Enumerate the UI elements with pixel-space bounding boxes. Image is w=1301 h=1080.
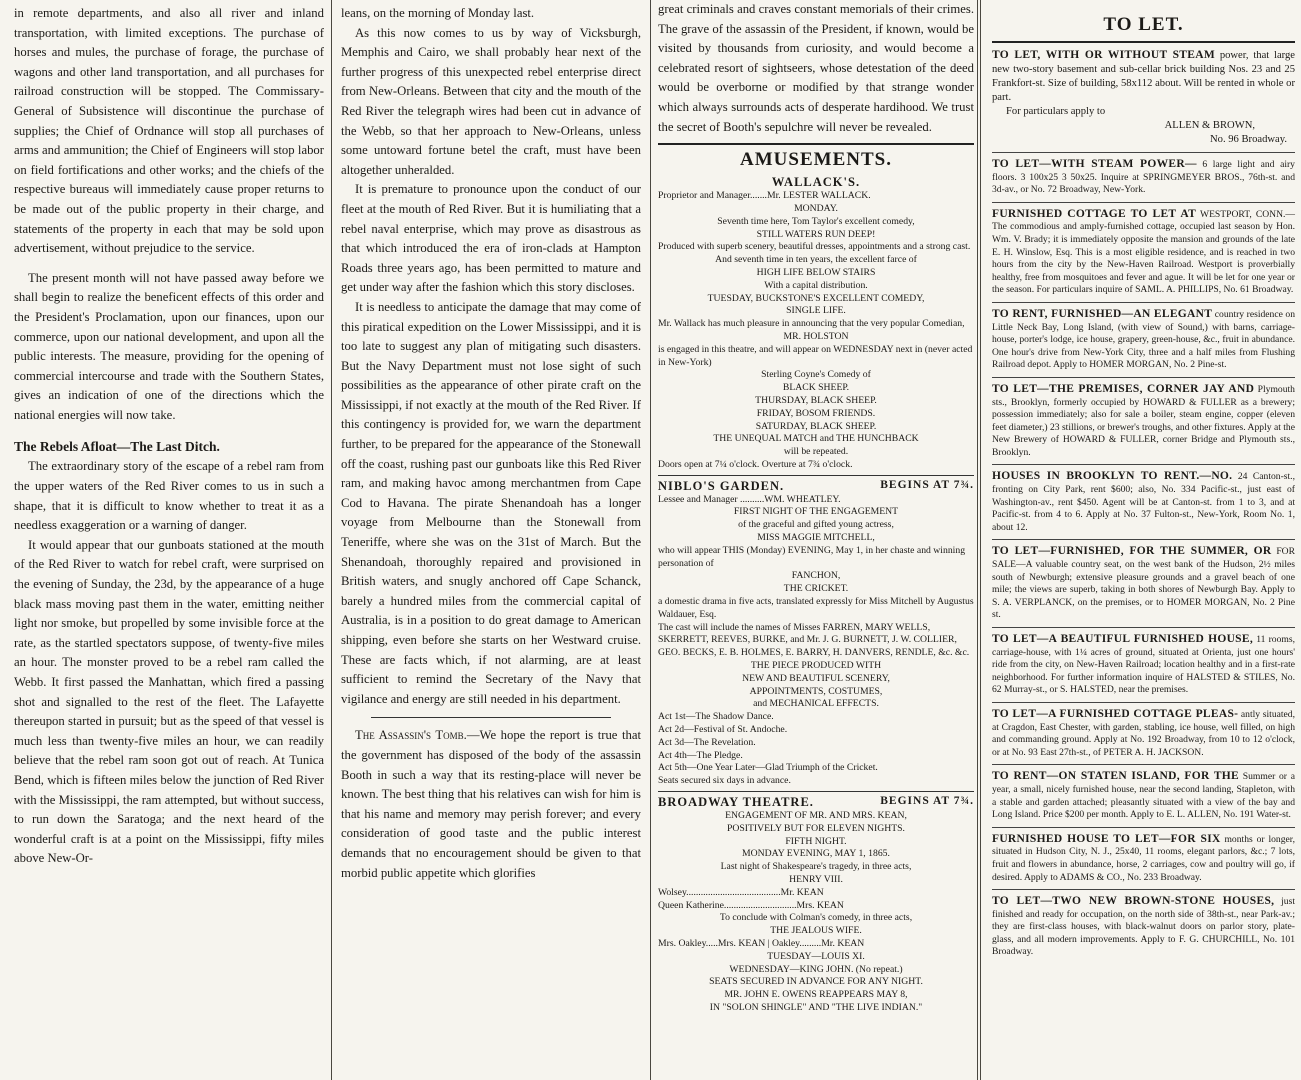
classified-ad [992, 633, 1295, 697]
listing-line: Last night of Shakespeare's tragedy, in three acts, [720, 861, 912, 873]
section-title-to-let: TO LET. [1103, 14, 1184, 35]
listing-line: NEW AND BEAUTIFUL SCENERY, [742, 672, 890, 684]
classified-ad [992, 158, 1295, 197]
section-rule [658, 143, 974, 145]
ad-text: 24 Canton-st., fronting on City Park, rent $600; also, No. 334 Pacific-st., just east of Washington-av., rent $450. Agent will be at Canton-st. from 1 to 3, and at Pacific-st. from 4 to 6. Apply at No. 37 Fulton-st., New-York, Room No. 1, about 12. [992, 471, 1295, 533]
theatre-title [658, 795, 974, 810]
listing-line: Sterling Coyne's Comedy of [761, 369, 871, 381]
theatre-title [658, 479, 974, 494]
listing-line: WEDNESDAY—KING JOHN. (No repeat.) [729, 963, 903, 975]
listing-line: TUESDAY—LOUIS XI. [767, 950, 865, 962]
article-paragraph: leans, on the morning of Monday last. [341, 6, 535, 20]
ad-lead: FURNISHED COTTAGE TO LET AT [992, 207, 1197, 220]
article-heading: The Rebels Afloat—The Last Ditch. [14, 439, 220, 455]
listing-line: THE UNEQUAL MATCH and THE HUNCHBACK [713, 433, 919, 445]
article-paragraph: It is premature to pronounce upon the conduct of our fleet at the mouth of Red River. But it is humiliating that a rebel naval enterprise, which may prove as disastrous as that which introduced the era of iron-clads at Hampton Roads three years ago, has been permitted to mature and get under way after the fashion which this story discloses. [341, 182, 641, 295]
listing-line: HIGH LIFE BELOW STAIRS [756, 266, 876, 278]
ad-text: Summer or a year, a small, nicely furnished house, near the second landing, Stapleton, with a stable and garden attached; pleasantly situated with a view of the bay and Long Island. Price $200 per month. Apply to E. L. ALLEN, No. 191 Water-st. [992, 771, 1295, 821]
theatre-listing [658, 810, 974, 1015]
ad-lead: TO LET—FURNISHED, FOR THE SUMMER, OR [992, 545, 1272, 558]
listing-line: of the graceful and gifted young actress, [738, 519, 894, 531]
theatre-name: NIBLO'S GARDEN. [658, 478, 785, 493]
listing-line: BLACK SHEEP. [782, 382, 850, 394]
classified-ad [992, 708, 1295, 759]
listing-line: SINGLE LIFE. [786, 305, 846, 317]
listing-line: Queen Katherine..............................Mrs. KEAN [658, 899, 844, 911]
listing-line: will be repeated. [783, 446, 849, 458]
listing-line: IN "SOLON SHINGLE" AND "THE LIVE INDIAN." [709, 1001, 923, 1013]
section-title-amusements: AMUSEMENTS. [740, 149, 892, 171]
ad-lead: TO LET, WITH OR WITHOUT STEAM [992, 49, 1215, 61]
listing-line: The cast will include the names of Misses FARREN, MARY WELLS, SKERRETT, REEVES, BURKE, and Mr. J. G. BURNETT, J. W. COLLIER, GEO. BECKS, E. B. HOLMES, E. BARRY, H. DANVERS, RENDLE, &c. &c. [658, 621, 970, 659]
listing-line: Act 2d—Festival of St. Andoche. [658, 724, 788, 736]
ad-text: power, that large new two-story basement and sub-cellar brick building Nos. 23 and 25 Frankfort-st. Size of building, 58x112 about. Will be rented in whole or part. [992, 50, 1296, 103]
listing-line: ENGAGEMENT OF MR. AND MRS. KEAN, [725, 810, 907, 822]
article-paragraph: The present month will not have passed away before we shall begin to realize the beneficent effects of this order and the President's Proclamation, upon our finances, upon our commerce, upon our national development, and upon all the public interests. The measure, providing for the opening of commercial intercourse and trade with the Southern States, gives an indication of one of the directions which the national energies will now take. [14, 270, 324, 422]
ad-lead: TO LET—WITH STEAM POWER— [992, 158, 1197, 170]
ad-lead: TO LET—A FURNISHED COTTAGE PLEAS- [992, 707, 1239, 720]
ad-signature: ALLEN & BROWN, [1164, 120, 1255, 131]
column-1 [0, 0, 330, 1080]
listing-line: SEATS SECURED IN ADVANCE FOR ANY NIGHT. [709, 976, 923, 988]
listing-line: Lessee and Manager ..........WM. WHEATLEY. [658, 493, 841, 505]
listing-line: Mrs. Oakley.....Mrs. KEAN | Oakley.........Mr. KEAN [658, 937, 865, 949]
listing-line: THE JEALOUS WIFE. [770, 925, 862, 937]
listing-line: MISS MAGGIE MITCHELL, [757, 532, 875, 544]
article-paragraph: The extraordinary story of the escape of a rebel ram from the upper waters of the Red River comes to us in such a shape, that it is difficult to know whether to treat it as a needless exaggeration or a warning of danger. [14, 459, 324, 533]
ad-lead: TO RENT, FURNISHED—AN ELEGANT [992, 307, 1213, 320]
listing-line: FRIDAY, BOSOM FRIENDS. [756, 407, 876, 419]
ad-lead: FURNISHED HOUSE TO LET—FOR SIX [992, 832, 1221, 845]
article-lead: The Assassin's Tomb. [355, 728, 467, 743]
column-3 [652, 0, 978, 1080]
theatre-title: WALLACK'S. [771, 175, 861, 190]
listing-line: HENRY VIII. [789, 874, 843, 885]
article-paragraph: As this now comes to us by way of Vicksburgh, Memphis and Cairo, we shall probably hear next of the further progress of this unexpected rebel enterprise direct from New-Orleans. Between that city and the mouth of the Red River the telegraph wires had been cut in advance of the Webb, so that her approach to New-Orleans, unless some untoward fortune betel the craft, must have been altogether unheralded. [341, 25, 641, 177]
listing-line: who will appear THIS (Monday) EVENING, May 1, in her chaste and winning personation of [658, 544, 966, 569]
listing-line: APPOINTMENTS, COSTUMES, [749, 685, 883, 697]
ad-text: months or longer, situated in Hudson City, N. J., 25x40, 11 rooms, elegant parlors, &c.; 7 lots, fruit and flowers in abundance, horse, 2 carriages, cow and poultry will go, if desired. Apply to ADAMS & CO., No. 233 Broadway. [992, 833, 1295, 883]
theatre-listing [658, 190, 974, 472]
listing-line: FIRST NIGHT OF THE ENGAGEMENT [733, 506, 899, 518]
classified-ad [992, 383, 1295, 460]
ad-text: WESTPORT, CONN.—The commodious and amply-furnished cottage, occupied last season by Hon. Wm. V. Brady; it is immediately opposite the mansion and grounds of the late E. H. Winslow, Esq. This is a most eligible residence, and is reached in two hours from the city by the New-Haven Railroad. Westport is proverbially healthy, free from mosquitoes and fever and ague. It will be let for one year or the season. For particulars inquire of SAML. A. PHILLIPS, No. 61 Broadway. [992, 208, 1295, 296]
article-paragraph: It is needless to anticipate the damage that may come of this piratical expedition on the Lower Mississippi, and it is too late to suggest any plan of mitigating such disasters. But the Navy Department must not lose sight of such possibilities as the appearance of other pirate craft on the Mississippi, if not exactly at the mouth of the Red River. If this contingency is provided for, we warn the department further, to be prepared for the appearance of the Stonewall off the coast, rushing past our gunboats like this Red River ram, and making havoc among merchantmen from Cape Cod to Havana. The pirate Shenandoah has a longer voyage from Melbourne than the Stonewall from Teneriffe, where she was on the 31st of March. But the Shenandoah, thoroughly repaired and provisioned in British waters, and snugly anchored off Cape Schanck, barely a hundred miles from the commercial capital of Australia, is in a position to do great damage to American shipping, even before she starts on her Westward cruise. These are facts which, if not alarming, are at least sufficient to remind the Secretary of the Navy that vigilance and energy are still needed in his department. [341, 299, 641, 706]
ad-lead: TO LET—THE PREMISES, CORNER JAY AND [992, 382, 1255, 395]
article-text: —We hope the report is true that the government has disposed of the body of the assassin Booth in such a way that its resting-place will never be known. The best thing that his relatives can wish for him is that his name and memory may perish forever; and every consideration of good taste and the public interest demands that no encouragement should be given to that morbid public appetite which glorifies [341, 728, 642, 880]
listing-line: THE CRICKET. [783, 583, 849, 595]
listing-line: MONDAY EVENING, MAY 1, 1865. [742, 848, 890, 860]
listing-line: Proprietor and Manager.......Mr. LESTER WALLACK. [658, 190, 871, 202]
ad-lead: TO RENT—ON STATEN ISLAND, FOR THE [992, 770, 1240, 783]
listing-line: Wolsey.......................................Mr. KEAN [658, 886, 824, 898]
classified-ad [992, 308, 1295, 372]
column-2 [333, 0, 649, 1080]
listing-line: Act 1st—The Shadow Dance. [658, 711, 774, 723]
ad-text: 6 large light and airy floors. 3 100x25 3 50x25. Inquire at SPRINGMEYER BROS., 76th-st. and 3d-av., or No. 72 Broadway, New-York. [992, 159, 1295, 196]
ad-lead: TO LET—A BEAUTIFUL FURNISHED HOUSE, [992, 633, 1254, 645]
listing-line: STILL WATERS RUN DEEP! [756, 228, 876, 240]
listing-line: Act 4th—The Pledge. [658, 749, 743, 761]
listing-line: THURSDAY, BLACK SHEEP. [755, 394, 877, 406]
listing-line: Act 5th—One Year Later—Glad Triumph of the Cricket. [658, 762, 878, 774]
ad-address: No. 96 Broadway. [1210, 134, 1287, 145]
start-time: BEGINS AT 7¾. [880, 478, 974, 491]
ad-text: FOR SALE—A valuable country seat, on the west bank of the Hudson, 2½ miles south of Newburgh; extensive pleasure grounds and a gravel beach of one mile; the views are superb, taking in both shores of Newburgh Bay. Apply to S. A. VERPLANCK, on the premises, or to HOMER MORGAN, No. 2 Pine st. [992, 546, 1295, 621]
article-paragraph: in remote departments, and also all river and inland transportation, with limited exceptions. The purchase of horses and mules, the purchase of forage, the purchase of wagons and other land transportation, and all purchases for railroad construction will be stopped. The Commissary-General of Subsistence will discontinue the purchase of supplies; the Chief of Ordnance will stop all purchases of arms and ammunition; the Chief of Engineers will stop labor on field fortifications and other works; and the chiefs of the respective bureaus will immediately cause proper returns to be made out of the public property in their charge, and statements of the property in each that may be sold upon advertisement, without prejudice to the service. [14, 6, 324, 256]
listing-line: And seventh time in ten years, the excellent farce of [715, 254, 917, 266]
listing-line: SATURDAY, BLACK SHEEP. [755, 420, 877, 432]
article-paragraph [341, 726, 641, 883]
listing-line: THE PIECE PRODUCED WITH [750, 660, 882, 672]
ad-lead: TO LET—TWO NEW BROWN-STONE HOUSES, [992, 895, 1275, 908]
column-4 [982, 0, 1301, 1080]
listing-line: Seventh time here, Tom Taylor's excellent comedy, [717, 215, 915, 227]
listing-line: FIFTH NIGHT. [785, 835, 847, 847]
column-rule [980, 0, 981, 1080]
listing-line: Produced with superb scenery, beautiful dresses, appointments and a strong cast. [658, 241, 971, 253]
classified-ad-list [992, 152, 1295, 959]
article-paragraph: It would appear that our gunboats stationed at the mouth of the Red River to watch for rebel craft, were surprised on the evening of Sunday, the 23d, by the appearance of a huge black mass moving past them in the water, emitting neither light nor smoke, but propelled by some invisible force at the rate, as the startled spectators suppose, of twenty-five miles an hour. The monster proved to be a rebel ram called the Webb. It first passed the Manhattan, which fired a passing shot and signalled to the rest of the fleet. The Lafayette thereupon started in pursuit; but as the speed of that vessel is much less than twenty-five miles an hour, we can readily believe that the rebel ram soon got out of reach. At Tunica Bend, which is fifteen miles below the junction of Red River with the Mississippi, the ram attempted, but without success, to run down the Saratoga; and the next heard of the wonderful craft is at a point on the Mississippi, fifty miles above New-Or- [14, 537, 324, 866]
listing-line: Act 3d—The Revelation. [658, 736, 756, 748]
article-separator [371, 717, 611, 718]
theatre-listing [658, 494, 974, 788]
classified-ad [992, 770, 1295, 821]
listing-line: FANCHON, [791, 570, 841, 582]
ad-text: antly situated, at Cragdon, East Chester, with garden, stabling, ice house, well filled, on high and commanding ground. Apply at No. 192 Broadway, from 10 to 12 o'clock, or at No. 93 East 27th-st., of PETER A. H. JACKSON. [992, 708, 1295, 758]
listing-line: Doors open at 7¼ o'clock. Overture at 7¾ o'clock. [658, 458, 853, 470]
listing-line: MONDAY. [794, 202, 838, 214]
classified-ad [992, 208, 1295, 297]
ad-text: Plymouth sts., Brooklyn, formerly occupied by HOWARD & FULLER as a brewery; possession immediately; also for sale a boiler, steam engine, copper (eleven feet diameter,) 23 stillions, or brewer's troughs, and other fixtures. Apply at the New Brewery of HOWARD & FULLER, corner Bridge and Plymouth sts., Brooklyn. [992, 383, 1295, 458]
article-paragraph: great criminals and craves constant memorials of their crimes. The grave of the assassin of the President, if known, would be visited by thousands from curiosity, and would become a celebrated resort of sightseers, whose detestation of the deed would be overborne or modified by that strange wonder which always surrounds acts of desperate hardihood. We trust the secret of Booth's sepulchre will never be revealed. [658, 2, 974, 134]
start-time: BEGINS AT 7¾. [880, 795, 974, 808]
ad-apply: For particulars apply to [1006, 106, 1106, 117]
listing-line: With a capital distribution. [764, 279, 868, 291]
listing-line: TUESDAY, BUCKSTONE'S EXCELLENT COMEDY, [707, 292, 925, 304]
classified-ad [992, 545, 1295, 622]
listing-line: is engaged in this theatre, and will appear on WEDNESDAY next in (never acted in New-York) [658, 343, 973, 368]
column-rule [331, 0, 332, 1080]
listing-line: a domestic drama in five acts, translated expressly for Miss Mitchell by Augustus Waldauer, Esq. [658, 596, 974, 620]
listing-line: MR. HOLSTON [783, 330, 849, 342]
classified-ad [992, 48, 1295, 105]
listing-line: POSITIVELY BUT FOR ELEVEN NIGHTS. [727, 822, 905, 834]
listing-line: Seats secured six days in advance. [658, 775, 791, 787]
listing-line: To conclude with Colman's comedy, in three acts, [719, 912, 913, 924]
classified-ad [992, 833, 1295, 884]
ad-text: country residence on Little Neck Bay, Long Island, (with view of Sound,) with barns, carriage-house, porter's lodge, ice house, grapery, green-house, &c., fruit in abundance. One hour's drive from New-York City, three and a half miles from Flushing Railroad depot. Apply to HOMER MORGAN, No. 2 Pine-st. [992, 308, 1295, 371]
theatre-name: BROADWAY THEATRE. [658, 795, 814, 810]
classified-ad [992, 895, 1295, 959]
column-rule [650, 0, 651, 1080]
listing-line: MR. JOHN E. OWENS REAPPEARS MAY 8, [724, 989, 908, 1001]
ad-lead: HOUSES IN BROOKLYN TO RENT.—NO. [992, 470, 1233, 483]
ad-text: just finished and ready for occupation, on the north side of 38th-st., near Park-av.; they are first-class houses, with black-walnut doors on parlor story, plate-glass, and all modern improvements. Apply to F. G. CHURCHILL, No. 101 Broadway. [992, 896, 1295, 958]
classified-ad [992, 470, 1295, 534]
listing-line: Mr. Wallack has much pleasure in announcing that the very popular Comedian, [658, 318, 965, 330]
listing-line: and MECHANICAL EFFECTS. [753, 698, 879, 710]
ad-text: 11 rooms, carriage-house, with 1¼ acres of ground, situated at Orienta, just one hours' ride from the city, on New-Haven Railroad; location healthy and in a first-rate neighborhood. For further information inquire of HALSTED & STILES, No. 62 Murray-st., or S. HALSTED, near the premises. [992, 634, 1295, 696]
